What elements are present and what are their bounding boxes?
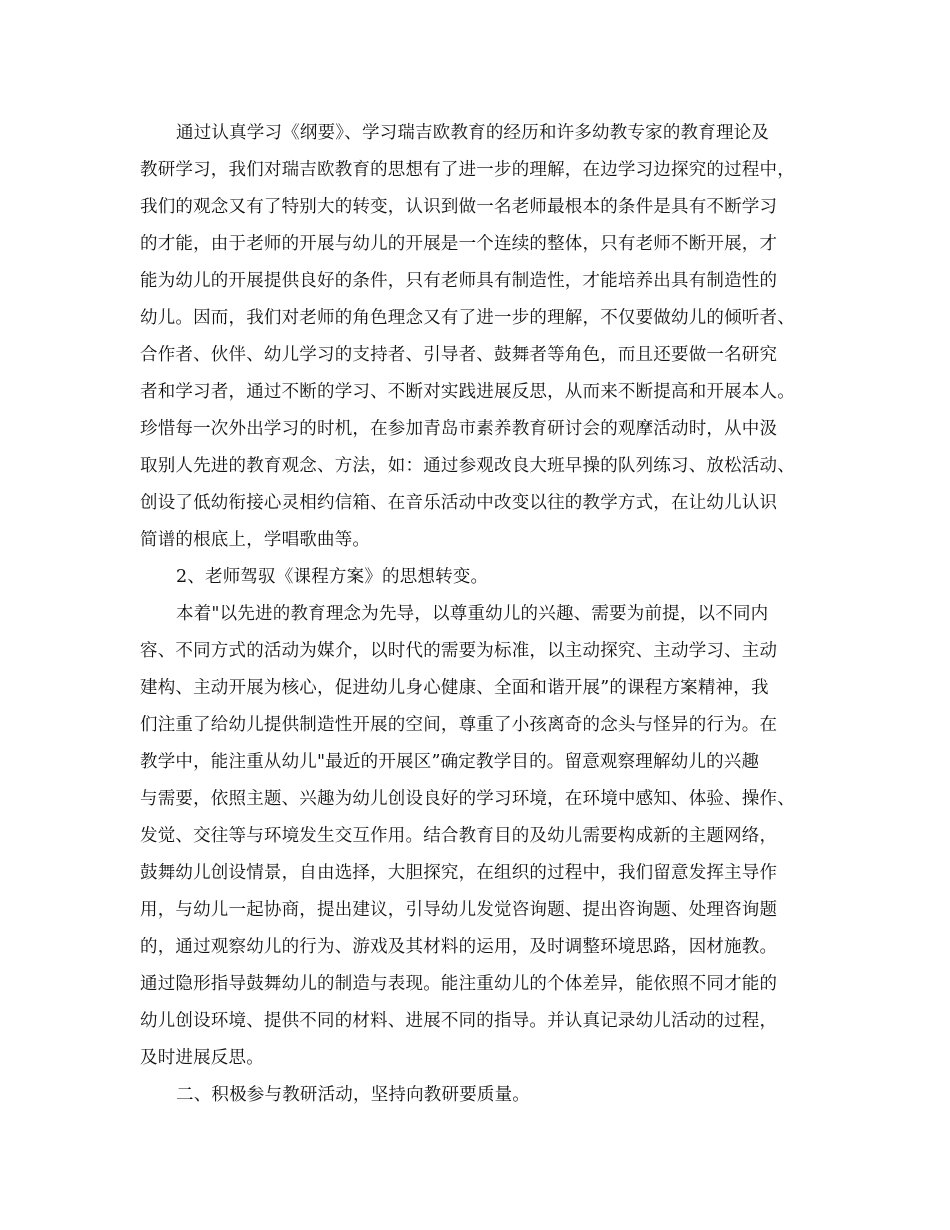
paragraph-line: 取别人先进的教育观念、方法，如：通过参观改良大班早操的队列练习、放松活动、 <box>140 456 795 476</box>
paragraph-line: 的，通过观察幼儿的行为、游戏及其材料的运用，及时调整环境思路，因材施教。 <box>140 937 778 957</box>
paragraph-line: 简谱的根底上，学唱歌曲等。 <box>140 530 371 550</box>
paragraph-line: 容、不同方式的活动为媒介，以时代的需要为标准，以主动探究、主动学习、主动 <box>140 641 778 661</box>
paragraph-line: 通过隐形指导鼓舞幼儿的制造与表现。能注重幼儿的个体差异，能依照不同才能的 <box>140 974 778 994</box>
paragraph-line: 用，与幼儿一起协商，提出建议，引导幼儿发觉咨询题、提出咨询题、处理咨询题 <box>140 900 778 920</box>
paragraph-line: 我们的观念又有了特别大的转变，认识到做一名老师最根本的条件是具有不断学习 <box>140 197 778 217</box>
paragraph-line: 发觉、交往等与环境发生交互作用。结合教育目的及幼儿需要构成新的主题网络， <box>140 826 778 846</box>
paragraph-line: 通过认真学习《纲要》、学习瑞吉欧教育的经历和许多幼教专家的教育理论及 <box>176 123 770 143</box>
section-heading: 二、积极参与教研活动，坚持向教研要质量。 <box>176 1085 530 1105</box>
paragraph-line: 教学中，能注重从幼儿"最近的开展区”确定教学目的。留意观察理解幼儿的兴趣 <box>140 752 760 772</box>
paragraph-line: 教研学习，我们对瑞吉欧教育的思想有了进一步的理解，在边学习边探究的过程中， <box>140 160 795 180</box>
paragraph-line: 与需要，依照主题、兴趣为幼儿创设良好的学习环境，在环境中感知、体验、操作、 <box>140 789 795 809</box>
paragraph-line: 的才能，由于老师的开展与幼儿的开展是一个连续的整体，只有老师不断开展，才 <box>140 234 778 254</box>
paragraph-line: 者和学习者，通过不断的学习、不断对实践进展反思，从而来不断提高和开展本人。 <box>140 382 795 402</box>
paragraph-line: 本着"以先进的教育理念为先导，以尊重幼儿的兴趣、需要为前提，以不同内 <box>176 604 769 624</box>
paragraph-line: 们注重了给幼儿提供制造性开展的空间，尊重了小孩离奇的念头与怪异的行为。在 <box>140 715 778 735</box>
paragraph-line: 珍惜每一次外出学习的时机，在参加青岛市素养教育研讨会的观摩活动时，从中汲 <box>140 419 778 439</box>
paragraph-line: 幼儿。因而，我们对老师的角色理念又有了进一步的理解，不仅要做幼儿的倾听者、 <box>140 308 795 328</box>
paragraph-line: 幼儿创设环境、提供不同的材料、进展不同的指导。并认真记录幼儿活动的过程， <box>140 1011 778 1031</box>
paragraph-line: 创设了低幼衔接心灵相约信箱、在音乐活动中改变以往的教学方式，在让幼儿认识 <box>140 493 778 513</box>
paragraph-line: 建构、主动开展为核心，促进幼儿身心健康、全面和谐开展”的课程方案精神，我 <box>140 678 769 698</box>
paragraph-line: 及时进展反思。 <box>140 1048 264 1068</box>
paragraph-line: 鼓舞幼儿创设情景，自由选择，大胆探究，在组织的过程中，我们留意发挥主导作 <box>140 863 778 883</box>
paragraph-line: 合作者、伙伴、幼儿学习的支持者、引导者、鼓舞者等角色，而且还要做一名研究 <box>140 345 778 365</box>
paragraph-line: 能为幼儿的开展提供良好的条件，只有老师具有制造性，才能培养出具有制造性的 <box>140 271 778 291</box>
section-heading: 2、老师驾驭《课程方案》的思想转变。 <box>176 567 489 587</box>
